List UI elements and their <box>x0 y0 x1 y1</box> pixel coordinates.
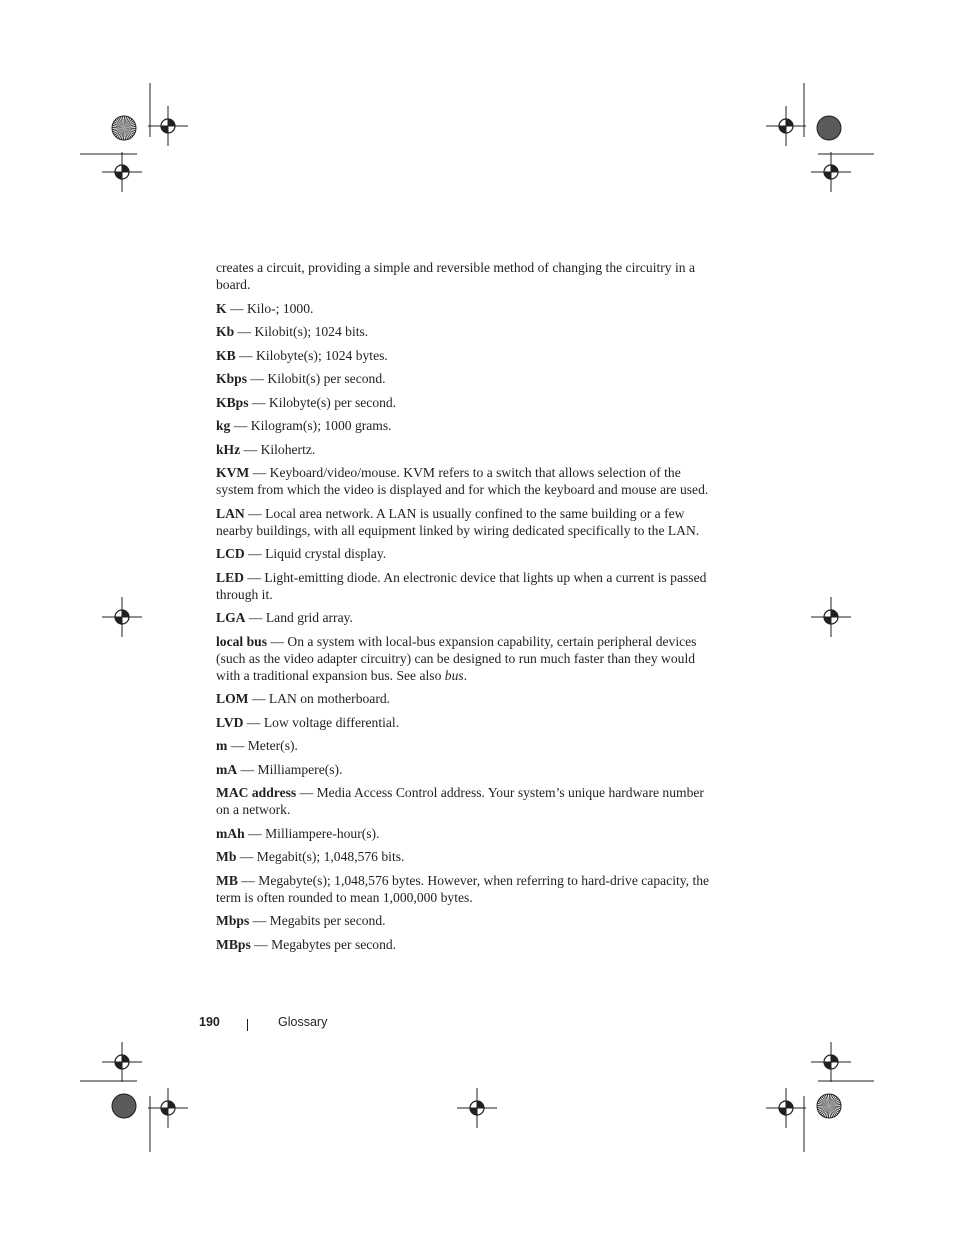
glossary-definition: Kilo-; 1000. <box>246 300 314 316</box>
glossary-definition: Milliampere-hour(s). <box>265 825 380 841</box>
crosshair-circle-icon <box>811 1042 851 1082</box>
glossary-entry <box>216 347 716 364</box>
glossary-definition: Kilobyte(s); 1024 bytes. <box>256 347 388 363</box>
glossary-entry <box>216 569 716 603</box>
glossary-definition: Megabits per second. <box>269 913 386 928</box>
term-separator: — <box>230 418 251 433</box>
glossary-term: LVD <box>216 714 244 730</box>
page-number: 190 <box>199 1015 220 1029</box>
glossary-term: MAC address <box>216 785 297 800</box>
term-separator: — <box>296 785 317 800</box>
glossary-entries <box>216 300 716 953</box>
glossary-definition: Megabytes per second. <box>271 936 397 952</box>
glossary-definition: Megabit(s); 1,048,576 bits. <box>256 849 405 864</box>
term-separator: — <box>246 371 268 386</box>
glossary-definition: Kilobit(s); 1024 bits. <box>254 324 369 339</box>
term-separator: — <box>234 324 255 339</box>
glossary-definition: Local area network. A LAN is usually confined to the same building or a few nearby buildings, with all equipment linked by wiring dedicated specifically to the LAN. <box>216 505 700 538</box>
glossary-definition: Kilobyte(s) per second. <box>268 394 397 410</box>
term-separator: — <box>249 913 270 928</box>
glossary-term: Kbps <box>216 371 247 386</box>
glossary-term: Kb <box>216 324 235 339</box>
section-title: Glossary <box>278 1015 328 1029</box>
term-separator: — <box>237 761 258 777</box>
glossary-definition: LAN on motherboard. <box>268 691 391 706</box>
glossary-entry <box>216 441 716 458</box>
crosshair-circle-icon <box>811 597 851 637</box>
see-also-term: bus <box>444 667 464 683</box>
starburst-circle-icon <box>112 116 136 140</box>
glossary-entry <box>216 545 716 562</box>
term-separator: — <box>243 714 264 730</box>
glossary-term: kHz <box>216 441 241 457</box>
glossary-definition: Light-emitting diode. An electronic device that lights up when a current is passed through it. <box>216 569 707 602</box>
glossary-definition: Media Access Control address. Your system’s unique hardware number on a network. <box>216 785 704 817</box>
glossary-entry <box>216 825 716 842</box>
crosshair-circle-icon <box>102 597 142 637</box>
crosshair-circle-icon <box>457 1088 497 1128</box>
glossary-term: Mb <box>216 849 237 864</box>
crosshair-circle-icon <box>148 106 188 146</box>
glossary-entry <box>216 300 716 317</box>
glossary-term: mAh <box>216 825 245 841</box>
glossary-definition: Kilohertz. <box>260 441 316 457</box>
glossary-entry <box>216 848 716 865</box>
term-separator: — <box>249 465 270 480</box>
glossary-term: local bus <box>216 633 267 649</box>
glossary-term: LGA <box>216 610 246 625</box>
lead-text: creates a circuit, providing a simple and reversible method of changing the circuitry in a board. <box>216 260 696 292</box>
term-separator: — <box>244 505 266 521</box>
starburst-circle-icon <box>817 1094 841 1118</box>
glossary-term: LOM <box>216 691 249 706</box>
term-separator: — <box>240 441 261 457</box>
glossary-term: m <box>216 738 228 753</box>
glossary-content <box>216 259 716 959</box>
glossary-term: KB <box>216 347 236 363</box>
term-separator: — <box>248 394 269 410</box>
glossary-definition: Milliampere(s). <box>257 761 343 777</box>
term-separator: — <box>244 546 266 561</box>
glossary-definition: Megabyte(s); 1,048,576 bytes. However, when referring to hard-drive capacity, the term is often rounded to mean 1,000,000 bytes. <box>216 872 710 905</box>
footer-separator <box>247 1019 248 1031</box>
term-separator: — <box>226 300 247 316</box>
crosshair-circle-icon <box>766 1088 806 1128</box>
halftone-circle-icon <box>817 116 841 140</box>
glossary-entry <box>216 633 716 684</box>
glossary-definition: On a system with local-bus expansion capability, certain peripheral devices (such as the video adapter circuitry) can be designed to run much faster than they would with a traditional expansion bus. See also <box>216 633 697 683</box>
crosshair-circle-icon <box>102 1042 142 1082</box>
term-separator: — <box>235 347 257 363</box>
glossary-definition: Kilobit(s) per second. <box>267 371 386 386</box>
glossary-term: LED <box>216 569 244 585</box>
glossary-definition: Liquid crystal display. <box>265 546 387 561</box>
glossary-entry <box>216 394 716 411</box>
term-separator: — <box>245 610 266 625</box>
glossary-entry <box>216 505 716 539</box>
term-separator: — <box>243 569 265 585</box>
glossary-entry <box>216 784 716 818</box>
glossary-entry <box>216 936 716 953</box>
glossary-entry <box>216 737 716 754</box>
term-separator: — <box>236 849 257 864</box>
glossary-entry <box>216 370 716 387</box>
crosshair-circle-icon <box>148 1088 188 1128</box>
glossary-term: K <box>216 300 227 316</box>
glossary-entry <box>216 690 716 707</box>
page-footer <box>0 1015 954 1035</box>
glossary-term: MBps <box>216 936 251 952</box>
glossary-term: LCD <box>216 546 245 561</box>
glossary-term: KVM <box>216 465 250 480</box>
glossary-entry <box>216 912 716 929</box>
term-separator: — <box>250 936 272 952</box>
glossary-definition: Low voltage differential. <box>263 714 400 730</box>
glossary-entry <box>216 714 716 731</box>
glossary-term: KBps <box>216 394 249 410</box>
glossary-term: LAN <box>216 505 245 521</box>
glossary-term: Mbps <box>216 913 250 928</box>
glossary-entry <box>216 323 716 340</box>
glossary-definition: Keyboard/video/mouse. KVM refers to a switch that allows selection of the system from which the video is displayed and for which the keyboard and mouse are used. <box>216 465 709 497</box>
glossary-entry <box>216 417 716 434</box>
crosshair-circle-icon <box>811 152 851 192</box>
halftone-circle-icon <box>112 1094 136 1118</box>
glossary-entry <box>216 761 716 778</box>
term-separator: — <box>267 633 288 649</box>
glossary-term: kg <box>216 418 231 433</box>
term-separator: — <box>237 872 259 888</box>
glossary-definition: Meter(s). <box>247 738 298 753</box>
glossary-entry <box>216 609 716 626</box>
crosshair-circle-icon <box>102 152 142 192</box>
glossary-term: mA <box>216 761 238 777</box>
definition-tail: . <box>463 667 468 683</box>
crosshair-circle-icon <box>766 106 806 146</box>
glossary-definition: Land grid array. <box>265 610 353 625</box>
glossary-definition: Kilogram(s); 1000 grams. <box>250 418 392 433</box>
term-separator: — <box>227 738 248 753</box>
term-separator: — <box>244 825 266 841</box>
term-separator: — <box>248 691 269 706</box>
glossary-entry <box>216 872 716 906</box>
glossary-entry <box>216 464 716 498</box>
glossary-term: MB <box>216 872 238 888</box>
